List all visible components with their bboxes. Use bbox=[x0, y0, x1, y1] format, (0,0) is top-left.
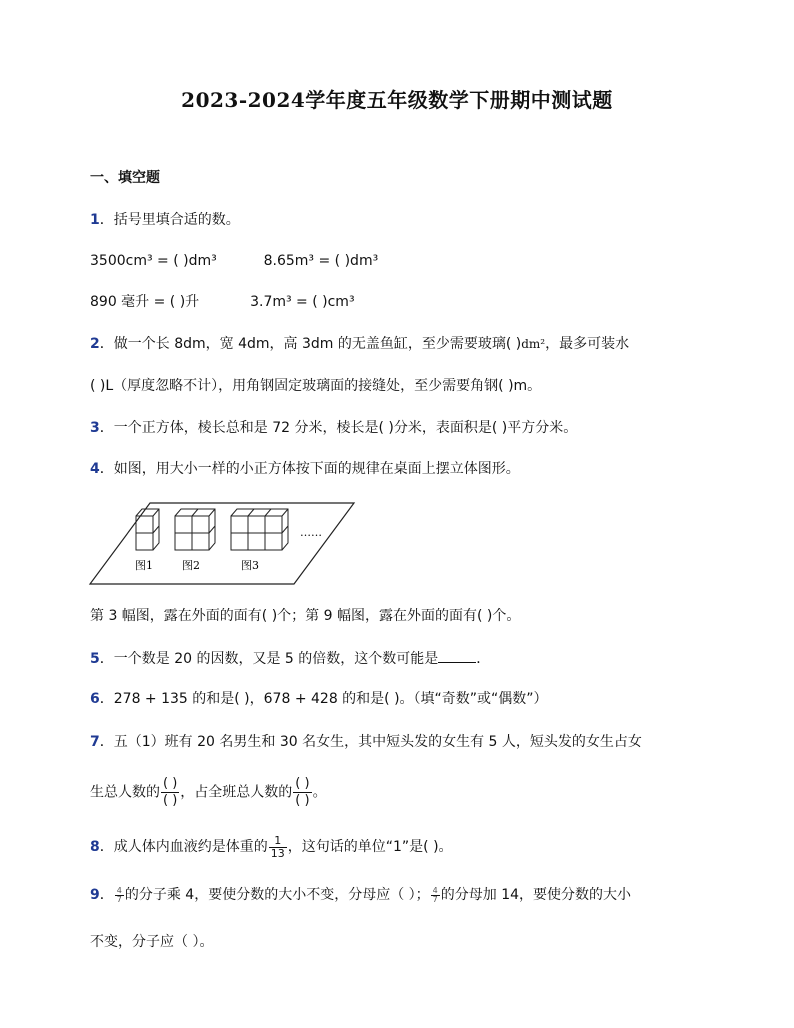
question-text: ． bbox=[99, 887, 114, 903]
question-number: 4 bbox=[90, 461, 100, 477]
fraction: $\frac{1}{13}$ bbox=[270, 833, 285, 860]
figure-label-3: 图3 bbox=[241, 559, 259, 572]
question-text: ．一个正方体，棱长总和是 72 分米，棱长是( )分米，表面积是( )平方分米。 bbox=[99, 420, 578, 436]
question-3 bbox=[90, 418, 577, 438]
question-text: 第 3 幅图，露在外面的面有( )个；第 9 幅图，露在外面的面有( )个。 bbox=[90, 608, 521, 624]
figure-3-cubes bbox=[231, 509, 288, 550]
question-text: ．成人体内血液约是体重的 bbox=[99, 839, 268, 855]
question-9 bbox=[90, 880, 631, 910]
question-text: ．五（1）班有 20 名男生和 30 名女生，其中短头发的女生有 5 人，短头发的女生占女 bbox=[99, 734, 642, 750]
question-number: 1 bbox=[90, 212, 100, 228]
conversion-item: 8.65m³ = ( )dm³ bbox=[263, 253, 379, 269]
cube-pattern-figure bbox=[88, 500, 358, 588]
question-2-line-2 bbox=[90, 376, 541, 396]
fraction: $\frac{4}{7}$ bbox=[116, 885, 122, 904]
question-number: 7 bbox=[90, 734, 100, 750]
question-8 bbox=[90, 832, 453, 862]
question-number: 6 bbox=[90, 691, 100, 707]
conversion-item: 3500cm³ = ( )dm³ bbox=[90, 253, 217, 269]
question-7 bbox=[90, 732, 642, 752]
question-text: 。 bbox=[312, 784, 327, 801]
section-heading: 一、填空题 bbox=[90, 170, 160, 186]
figure-label-1: 图1 bbox=[135, 559, 153, 572]
question-number: 2 bbox=[90, 336, 100, 352]
question-text: ．如图，用大小一样的小正方体按下面的规律在桌面上摆立体图形。 bbox=[99, 461, 520, 477]
question-text: ( )L（厚度忽略不计），用角钢固定玻璃面的接缝处，至少需要角钢( )m。 bbox=[90, 378, 542, 394]
conversion-item: 3.7m³ = ( )cm³ bbox=[250, 294, 355, 310]
fraction: $\frac{4}{7}$ bbox=[432, 885, 438, 904]
question-1-line-1 bbox=[90, 251, 378, 271]
question-text: ，这句话的单位“1”是( )。 bbox=[287, 839, 453, 855]
question-text: ．一个数是 20 的因数，又是 5 的倍数，这个数可能是 bbox=[99, 651, 439, 667]
question-text: ．278 + 135 的和是( )，678 + 428 的和是( )。（填“奇数”或“偶数”） bbox=[99, 691, 548, 707]
question-7-line-2 bbox=[90, 776, 327, 809]
question-1-line-2 bbox=[90, 292, 355, 312]
question-number: 8 bbox=[90, 839, 100, 855]
fraction-blank: $\frac{( )}{( )}$ bbox=[295, 776, 310, 808]
question-text: 不变，分子应（ ）。 bbox=[90, 934, 214, 950]
question-number: 3 bbox=[90, 420, 100, 436]
answer-blank bbox=[438, 648, 476, 663]
figure-1-cubes bbox=[136, 509, 159, 550]
question-6 bbox=[90, 689, 548, 709]
question-1 bbox=[90, 210, 240, 230]
question-2 bbox=[90, 334, 629, 354]
question-4 bbox=[90, 459, 520, 479]
fraction-blank: $\frac{( )}{( )}$ bbox=[163, 776, 178, 808]
question-text: 生总人数的 bbox=[90, 784, 160, 801]
question-text: ．做一个长 8dm，宽 4dm，高 3dm 的无盖鱼缸，至少需要玻璃( ) bbox=[99, 336, 522, 352]
question-4-answer bbox=[90, 606, 520, 626]
question-text: ． bbox=[476, 651, 491, 667]
question-text: 的分子乘 4，要使分数的大小不变，分母应（ ）； bbox=[124, 887, 430, 903]
question-number: 5 bbox=[90, 651, 100, 667]
figure-label-2: 图2 bbox=[182, 559, 200, 572]
figure-2-cubes bbox=[175, 509, 215, 550]
question-text: 的分母加 14，要使分数的大小 bbox=[440, 887, 632, 903]
conversion-item: 890 毫升 = ( )升 bbox=[90, 294, 200, 310]
question-number: 9 bbox=[90, 887, 100, 903]
question-text: ，占全班总人数的 bbox=[180, 784, 293, 801]
ellipsis: …… bbox=[300, 526, 322, 539]
table-surface bbox=[90, 503, 354, 584]
question-9-line-2 bbox=[90, 932, 213, 952]
page-title: 2023-2024学年度五年级数学下册期中测试题 bbox=[181, 88, 613, 112]
unit-label: dm² bbox=[521, 337, 546, 351]
question-5 bbox=[90, 648, 490, 669]
question-text: ，最多可装水 bbox=[545, 336, 630, 352]
question-text: ．括号里填合适的数。 bbox=[99, 212, 240, 228]
